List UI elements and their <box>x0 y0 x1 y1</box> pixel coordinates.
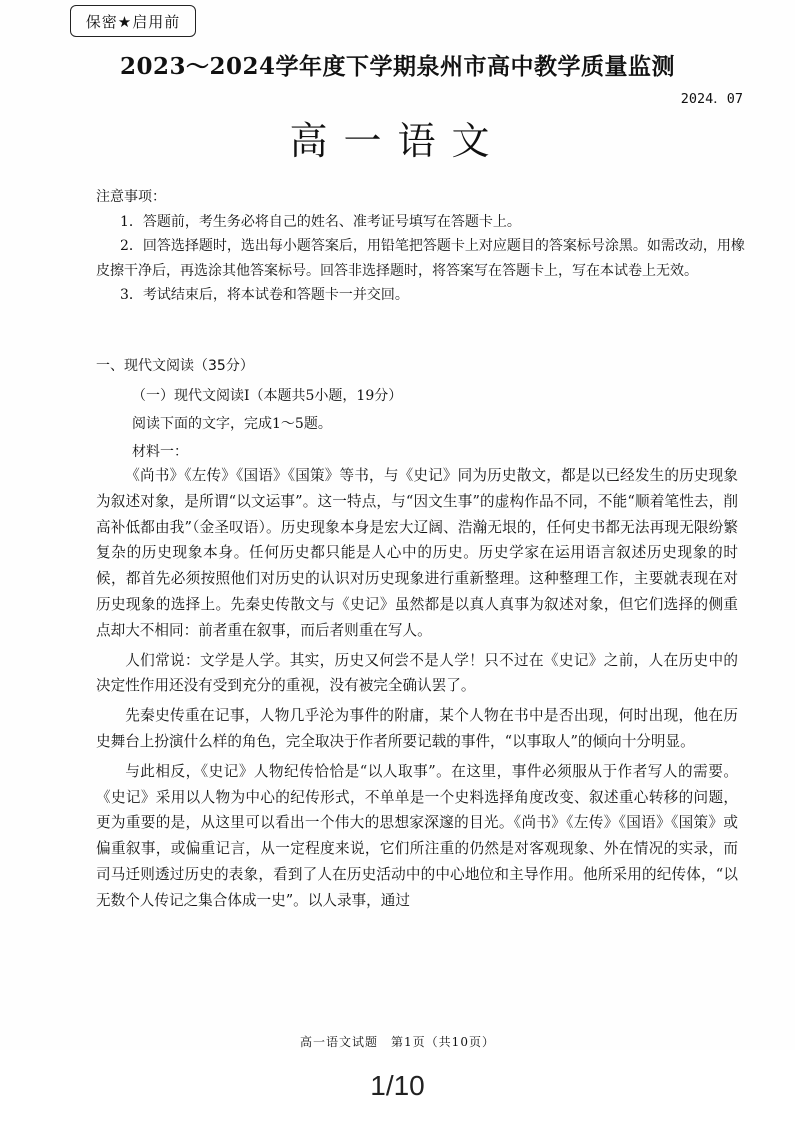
material-label: 材料一： <box>132 444 188 460</box>
passage-paragraph: 与此相反，《史记》人物纪传恰恰是“以人取事”。在这里，事件必须服从于作者写人的需要。《史记》采用以人物为中心的纪传形式，不单单是一个史料选择角度改变、叙述重心转移的问题，更为重要的是，从这里可以看出一个伟大的思想家深邃的目光。《尚书》《左传》《国语》《国策》或偏重叙事，或偏重记言，从一定程度来说，它们所注重的仍然是对客观现象、外在情况的实录，而司马迁则透过历史的表象，看到了人在历史活动中的中心地位和主导作用。他所采用的纪传体，“以无数个人传记之集合体成一史”。以人录事，通过 <box>96 762 738 909</box>
passage-paragraph: 人们常说：文学是人学。其实，历史又何尝不是人学！只不过在《史记》之前，人在历史中的决定性作用还没有受到充分的重视，没有被完全确认罢了。 <box>96 651 738 695</box>
subject-title: 高一语文 <box>289 119 506 163</box>
notice-block <box>96 185 746 308</box>
reading-instruction: 阅读下面的文字，完成1～5题。 <box>132 416 332 432</box>
reading-passage <box>96 463 738 918</box>
notice-item: 2．回答选择题时，选出每小题答案后，用铅笔把答题卡上对应题目的答案标号涂黑。如需改动，用橡皮擦干净后，再选涂其他答案标号。回答非选择题时，将答案写在答题卡上，写在本试卷上无效。 <box>96 238 745 279</box>
passage-paragraph: 《尚书》《左传》《国语》《国策》等书，与《史记》同为历史散文，都是以已经发生的历史现象为叙述对象，是所谓“以文运事”。这一特点，与“因文生事”的虚构作品不同，不能“顺着笔性去，削高补低都由我”（金圣叹语）。历史现象本身是宏大辽阔、浩瀚无垠的，任何史书都无法再现无限纷繁复杂的历史现象本身。任何历史都只能是人心中的历史。历史学家在运用语言叙述历史现象的时候，都首先必须按照他们对历史的认识对历史现象进行重新整理。这种整理工作，主要就表现在对历史现象的选择上。先秦史传散文与《史记》虽然都是以真人真事为叙述对象，但它们选择的侧重点却大不相同：前者重在叙事，而后者则重在写人。 <box>96 467 738 639</box>
page-indicator: 1/10 <box>370 1070 425 1101</box>
exam-title: 2023～2024学年度下学期泉州市高中教学质量监测 <box>119 53 676 80</box>
exam-date: 2024．07 <box>680 91 743 107</box>
confidential-stamp: 保密★启用前 <box>70 5 196 37</box>
subsection-heading: （一）现代文阅读Ⅰ（本题共5小题，19分） <box>132 388 403 404</box>
section-heading: 一、现代文阅读（35分） <box>96 358 254 374</box>
passage-paragraph: 先秦史传重在记事，人物几乎沦为事件的附庸，某个人物在书中是否出现，何时出现，他在历史舞台上扮演什么样的角色，完全取决于作者所要记载的事件，“以事取人”的倾向十分明显。 <box>96 707 738 750</box>
page-footer: 高一语文试题 第1页（共10页） <box>300 1035 495 1049</box>
notice-item: 1．答题前，考生务必将自己的姓名、准考证号填写在答题卡上。 <box>120 213 521 230</box>
notice-item: 3．考试结束后，将本试卷和答题卡一并交回。 <box>120 287 409 303</box>
notice-heading: 注意事项： <box>96 189 166 205</box>
